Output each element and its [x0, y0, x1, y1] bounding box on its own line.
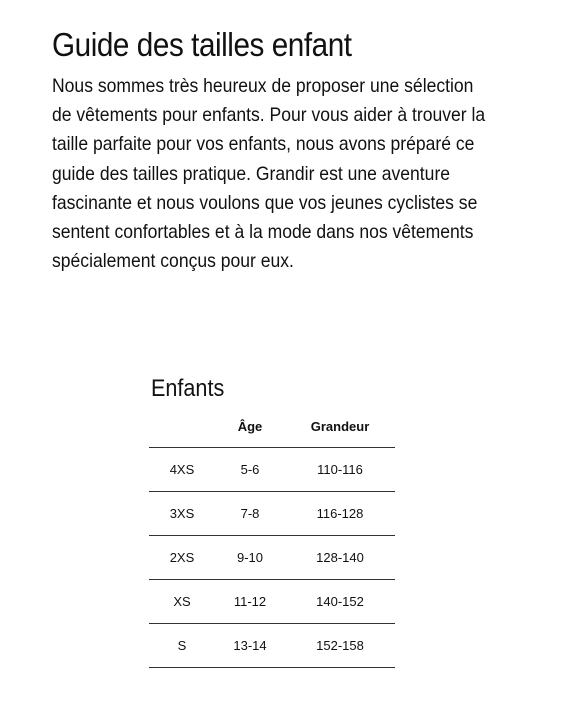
size-table	[149, 405, 395, 668]
header-height: Grandeur	[285, 405, 395, 448]
intro-line: fascinante et nous voulons que vos jeunes cyclistes se	[52, 191, 478, 214]
cell-height: 152-158	[285, 624, 395, 668]
cell-height: 116-128	[285, 492, 395, 536]
cell-size: 3XS	[149, 492, 215, 536]
cell-size: 4XS	[149, 448, 215, 492]
cell-size: S	[149, 624, 215, 668]
cell-height: 140-152	[285, 580, 395, 624]
intro-line: taille parfaite pour vos enfants, nous avons préparé ce	[52, 133, 475, 156]
cell-height: 128-140	[285, 536, 395, 580]
intro-paragraph	[52, 72, 529, 276]
cell-size: XS	[149, 580, 215, 624]
cell-age: 11-12	[215, 580, 285, 624]
cell-age: 9-10	[215, 536, 285, 580]
page-title: Guide des tailles enfant	[52, 26, 352, 63]
cell-size: 2XS	[149, 536, 215, 580]
intro-line: guide des tailles pratique. Grandir est une aventure	[52, 162, 451, 185]
intro-line: spécialement conçus pour eux.	[52, 250, 294, 273]
table-row	[149, 448, 395, 492]
table-row	[149, 580, 395, 624]
table-row	[149, 536, 395, 580]
table-header-row	[149, 405, 395, 448]
intro-line: sentent confortables et à la mode dans nos vêtements	[52, 221, 474, 244]
cell-age: 7-8	[215, 492, 285, 536]
cell-height: 110-116	[285, 448, 395, 492]
table-row	[149, 624, 395, 668]
cell-age: 5-6	[215, 448, 285, 492]
header-size	[149, 405, 215, 448]
cell-age: 13-14	[215, 624, 285, 668]
size-table-title: Enfants	[151, 375, 225, 402]
intro-line: de vêtements pour enfants. Pour vous aider à trouver la	[52, 104, 486, 127]
table-row	[149, 492, 395, 536]
intro-line: Nous sommes très heureux de proposer une sélection	[52, 75, 474, 97]
header-age: Âge	[215, 405, 285, 448]
